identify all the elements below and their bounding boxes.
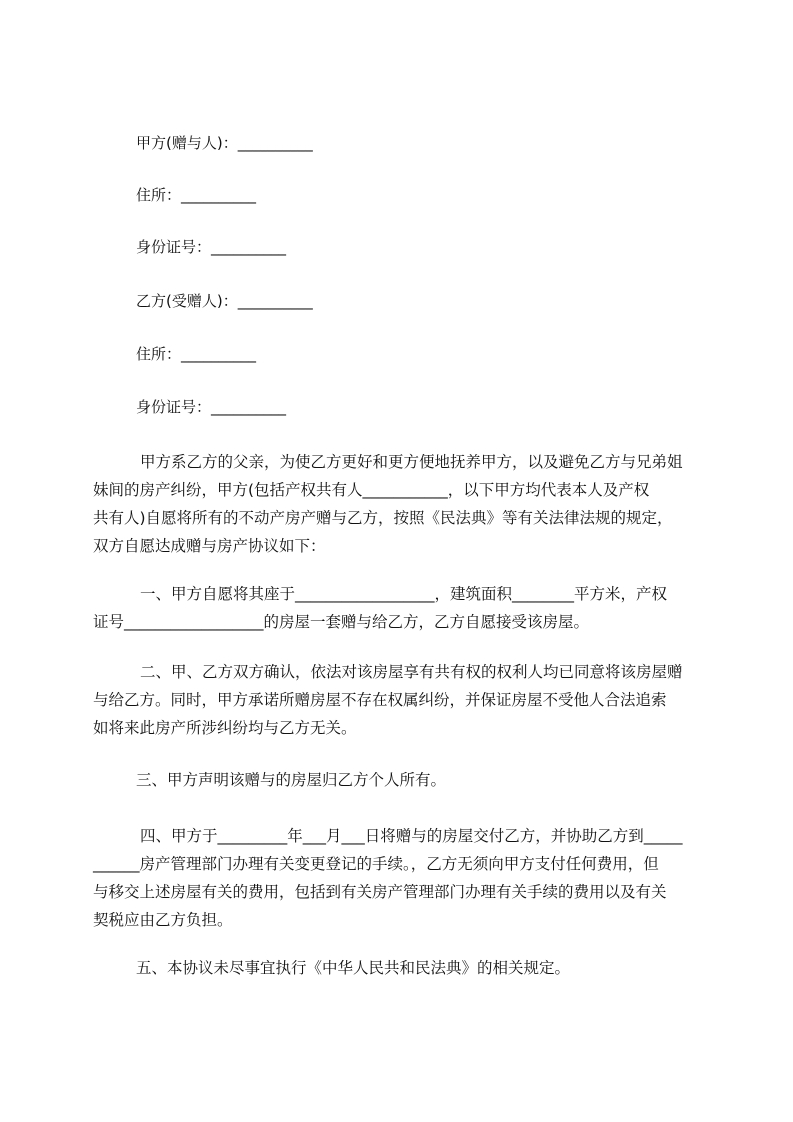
party-b-field: 乙方(受赠人)：__________ (136, 292, 313, 310)
clause-2-line-3: 如将来此房产所涉纠纷均与乙方无关。 (93, 719, 357, 737)
clause-4 (93, 822, 706, 934)
clause-2-line-1: 二、甲、乙方双方确认，依法对该房屋享有共有权的权利人均已同意将该房屋赠 (140, 663, 683, 681)
intro-paragraph (93, 448, 706, 560)
clause-5 (136, 954, 706, 982)
party-a-id-field: 身份证号：__________ (136, 238, 287, 256)
clause-2-line-2: 与给乙方。同时，甲方承诺所赠房屋不存在权属纠纷，并保证房屋不受他人合法追索 (93, 691, 667, 709)
intro-line-3: 共有人)自愿将所有的不动产房产赠与乙方，按照《民法典》等有关法律法规的规定， (93, 509, 673, 527)
intro-line-4: 双方自愿达成赠与房产协议如下： (93, 537, 326, 555)
party-a-field: 甲方(赠与人)：__________ (136, 134, 313, 152)
party-b-address-field: 住所：__________ (136, 345, 257, 363)
clause-5-line-1: 五、本协议未尽事宜执行《中华人民共和民法典》的相关规定。 (136, 959, 571, 977)
clause-2 (93, 658, 706, 742)
party-a-address-field: 住所：__________ (136, 186, 257, 204)
clause-3 (136, 766, 706, 794)
clause-4-line-2: ______房产管理部门办理有关变更登记的手续。，乙方无须向甲方支付任何费用，但 (93, 855, 659, 873)
intro-line-1: 甲方系乙方的父亲，为使乙方更好和更方便地抚养甲方，以及避免乙方与兄弟姐 (140, 453, 683, 471)
clause-4-line-4: 契税应由乙方负担。 (93, 911, 233, 929)
clause-1-line-2: 证号__________________的房屋一套赠与给乙方，乙方自愿接受该房屋。 (93, 613, 590, 631)
clause-1-line-1: 一、甲方自愿将其座于__________________，建筑面积________平方米，产权 (140, 585, 668, 603)
clause-1 (93, 580, 706, 636)
clause-3-line-1: 三、甲方声明该赠与的房屋归乙方个人所有。 (136, 771, 447, 789)
party-b-id-field: 身份证号：__________ (136, 398, 287, 416)
clause-4-line-3: 与移交上述房屋有关的费用，包括到有关房产管理部门办理有关手续的费用以及有关 (93, 883, 667, 901)
clause-4-line-1: 四、甲方于_________年___月___日将赠与的房屋交付乙方，并协助乙方到_____ (140, 827, 683, 845)
intro-line-2: 妹间的房产纠纷，甲方(包括产权共有人___________，以下甲方均代表本人及产权 (93, 481, 650, 499)
